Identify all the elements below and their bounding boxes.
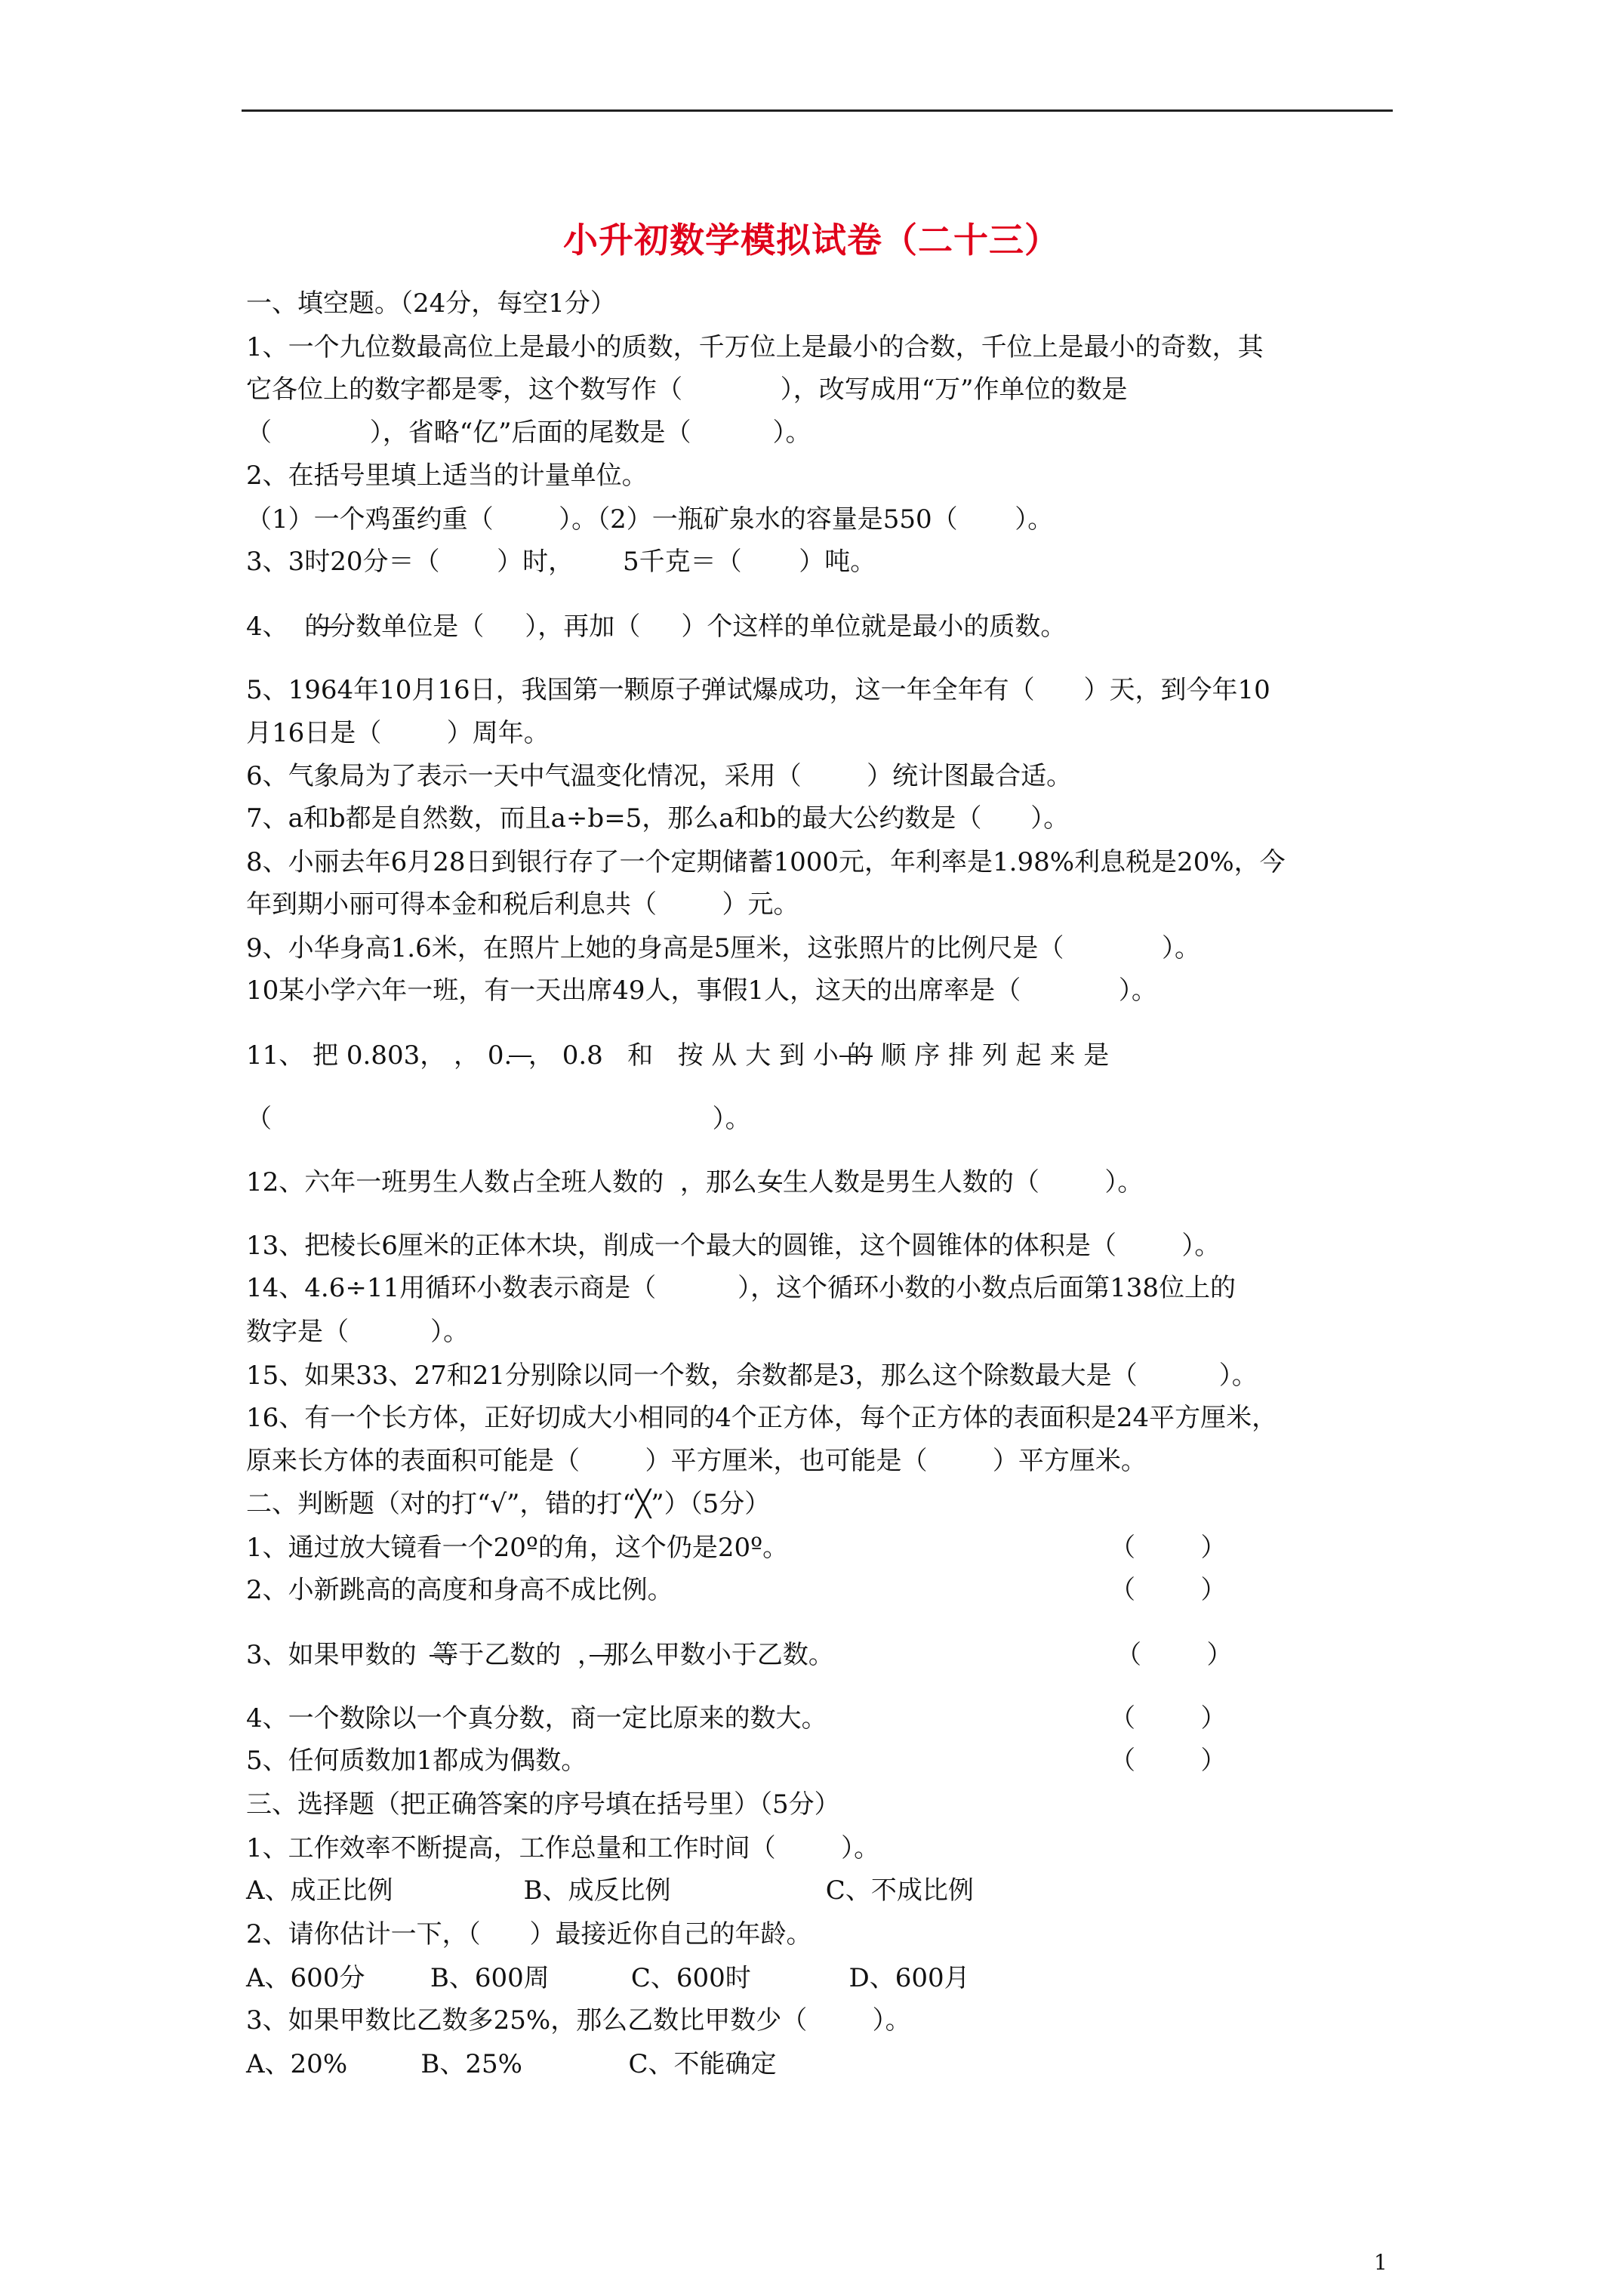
question-line: 3、3时20分＝（ ）时， 5千克＝（ ）吨。 (246, 547, 876, 577)
section-heading-multiple-choice: 三、选择题（把正确答案的序号填在括号里）（5分） (246, 1789, 840, 1820)
question-line: 16、有一个长方体，正好切成大小相同的4个正方体，每个正方体的表面积是24平方厘米， (246, 1403, 1278, 1433)
question-line: 5、1964年10月16日，我国第一颗原子弹试爆成功，这一年全年有（ ）天，到今年10 (246, 675, 1270, 705)
question-line: 4、 的分数单位是（ ），再加（ ）个这样的单位就是最小的质数。 (246, 612, 1067, 642)
answer-parentheses[interactable]: （ ） (1116, 1640, 1233, 1670)
question-line: 13、把棱长6厘米的正体木块，削成一个最大的圆锥，这个圆锥体的体积是（ ）。 (246, 1231, 1221, 1261)
fraction-bar (839, 1056, 873, 1057)
choice-options: A、20% B、25% C、不能确定 (246, 2049, 777, 2079)
fraction-bar (759, 1182, 782, 1184)
question-line: 10某小学六年一班，有一天出席49人，事假1人，这天的出席率是（ ）。 (246, 975, 1157, 1006)
judge-item-text: 2、小新跳高的高度和身高不成比例。 (246, 1575, 673, 1605)
question-line: 数字是（ ）。 (246, 1317, 470, 1347)
section-heading-true-false: 二、判断题（对的打“√”，错的打“╳”）（5分） (246, 1489, 771, 1519)
fraction-bar (590, 1655, 612, 1657)
question-line: 3、如果甲数比乙数多25%，那么乙数比甲数少（ ）。 (246, 2005, 911, 2036)
judge-item-text: 1、通过放大镜看一个20º的角，这个仍是20º。 (246, 1533, 789, 1563)
page-number: 1 (1374, 2250, 1387, 2275)
answer-parentheses[interactable]: （ ） (1110, 1703, 1227, 1734)
header-rule (242, 109, 1393, 112)
question-line: 9、小华身高1.6米，在照片上她的身高是5厘米，这张照片的比例尺是（ ）。 (246, 933, 1201, 963)
judge-item-text: 4、一个数除以一个真分数，商一定比原来的数大。 (246, 1703, 827, 1734)
answer-parentheses[interactable]: （ ） (1110, 1533, 1227, 1563)
question-line: （ ）。 (246, 1104, 751, 1134)
question-line: （ ），省略“亿”后面的尾数是（ ）。 (246, 418, 812, 448)
judge-item-text: 5、任何质数加1都成为偶数。 (246, 1746, 587, 1776)
fraction-bar (509, 1056, 531, 1057)
answer-parentheses[interactable]: （ ） (1110, 1575, 1227, 1605)
choice-options: A、成正比例 B、成反比例 C、不成比例 (246, 1875, 974, 1906)
question-line: 12、六年一班男生人数占全班人数的 ，那么女生人数是男生人数的（ ）。 (246, 1167, 1144, 1197)
question-line: 7、a和b都是自然数，而且a÷b=5，那么a和b的最大公约数是（ ）。 (246, 803, 1070, 834)
question-line: 11、 把 0.803， ， 0. ， 0.8 和 按 从 大 到 小 的 顺 序 排 列 起 来 是 (246, 1040, 1110, 1071)
question-line: 年到期小丽可得本金和税后利息共（ ）元。 (246, 889, 799, 920)
question-line: （1）一个鸡蛋约重（ ）。（2）一瓶矿泉水的容量是550（ ）。 (246, 504, 1054, 535)
fraction-bar (316, 627, 338, 628)
fraction-bar (430, 1655, 452, 1657)
choice-options: A、600分 B、600周 C、600时 D、600月 (246, 1963, 970, 1993)
question-line: 14、4.6÷11用循环小数表示商是（ ），这个循环小数的小数点后面第138位上的 (246, 1273, 1236, 1303)
question-line: 2、请你估计一下，（ ）最接近你自己的年龄。 (246, 1919, 812, 1949)
section-heading-fill-blank: 一、填空题。（24分，每空1分） (246, 288, 616, 319)
question-line: 原来长方体的表面积可能是（ ）平方厘米，也可能是（ ）平方厘米。 (246, 1446, 1147, 1476)
question-line: 8、小丽去年6月28日到银行存了一个定期储蓄1000元，年利率是1.98%利息税是20%，今 (246, 847, 1286, 877)
question-line: 1、一个九位数最高位上是最小的质数，千万位上是最小的合数，千位上是最小的奇数，其 (246, 332, 1264, 362)
question-line: 月16日是（ ）周年。 (246, 718, 550, 748)
answer-parentheses[interactable]: （ ） (1110, 1746, 1227, 1776)
question-line: 1、工作效率不断提高，工作总量和工作时间（ ）。 (246, 1833, 880, 1863)
page-title: 小升初数学模拟试卷（二十三） (563, 220, 1060, 260)
question-line: 它各位上的数字都是零，这个数写作（ ），改写成用“万”作单位的数是 (246, 374, 1128, 405)
judge-item-text: 3、如果甲数的 等于乙数的 ，那么甲数小于乙数。 (246, 1640, 834, 1670)
question-line: 6、气象局为了表示一天中气温变化情况，采用（ ）统计图最合适。 (246, 761, 1073, 791)
question-line: 2、在括号里填上适当的计量单位。 (246, 461, 648, 491)
question-line: 15、如果33、27和21分别除以同一个数，余数都是3，那么这个除数最大是（ ）。 (246, 1361, 1258, 1391)
